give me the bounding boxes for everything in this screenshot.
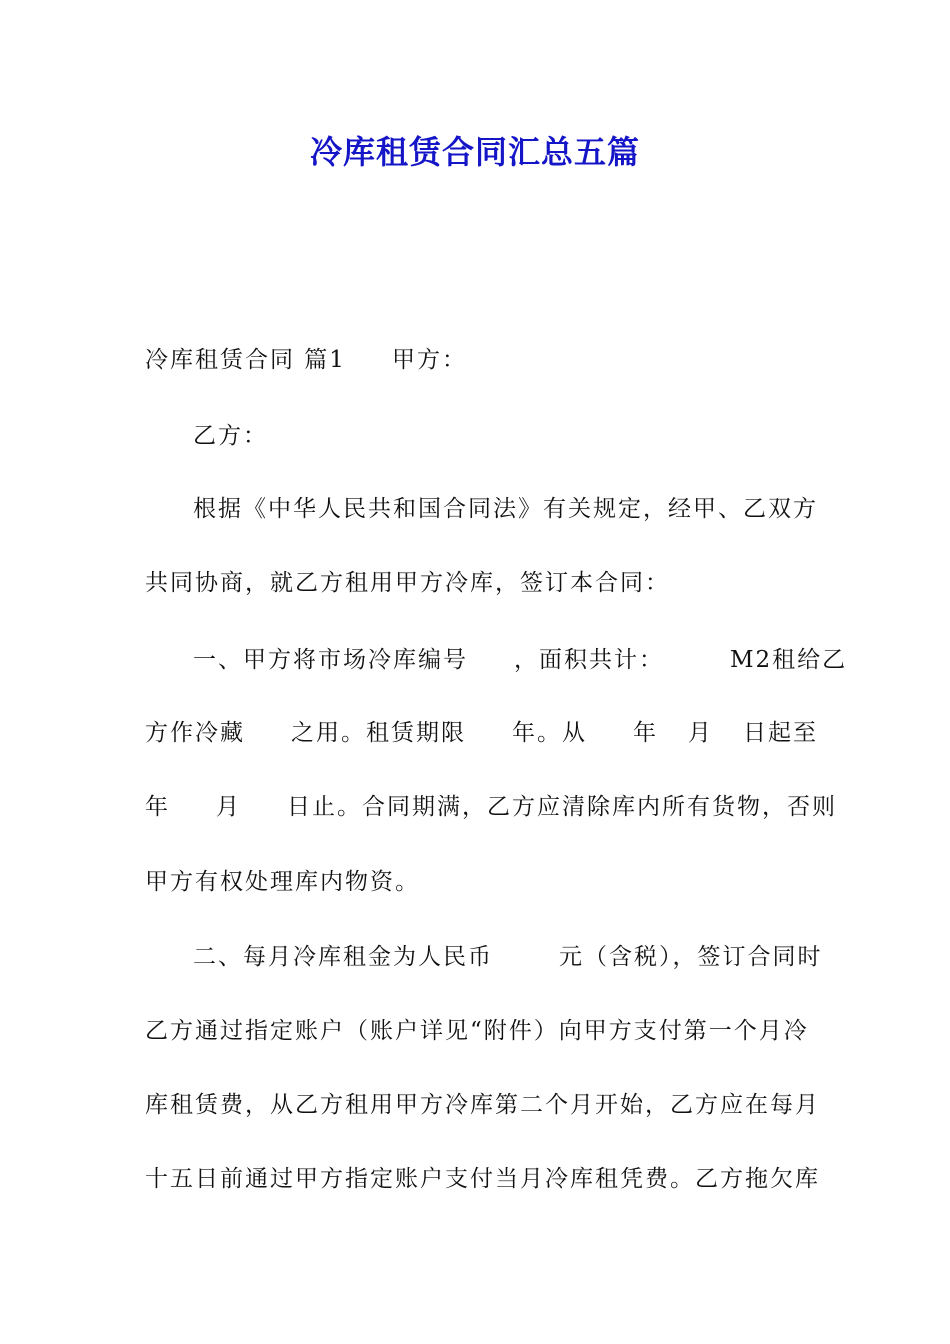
clause-1-text: 月 — [216, 794, 241, 820]
clause-2-line-2: 乙方通过指定账户（账户详见“附件）向甲方支付第一个月冷 — [145, 1018, 809, 1044]
intro-line-1: 根据《中华人民共和国合同法》有关规定，经甲、乙双方 — [193, 496, 818, 522]
section-heading: 冷库租赁合同 篇1 — [145, 347, 346, 373]
intro-line-2: 共同协商，就乙方租用甲方冷库，签订本合同： — [145, 570, 670, 596]
party-b-label: 乙方： — [193, 423, 268, 449]
clause-1-text: 方作冷藏 — [145, 720, 245, 746]
clause-1-text: 日止。合同期满，乙方应清除库内所有货物，否则 — [287, 794, 837, 820]
clause-2-line-3: 库租赁费，从乙方租用甲方冷库第二个月开始，乙方应在每月 — [145, 1092, 820, 1118]
clause-2-text: 二、每月冷库租金为人民币 — [193, 944, 493, 970]
header-line — [145, 340, 815, 380]
clause-2-text: 元（含税），签订合同时 — [559, 944, 823, 970]
clause-1-text: 年。从 — [512, 720, 587, 746]
clause-1-line-4: 甲方有权处理库内物资。 — [145, 869, 420, 895]
clause-1-text: M2租给乙 — [730, 647, 848, 673]
clause-1-text: ，面积共计： — [514, 647, 664, 673]
clause-1-line-1 — [193, 640, 863, 680]
clause-1-text: 月 — [688, 720, 713, 746]
clause-1-text: 年 — [145, 794, 170, 820]
clause-1-text: 日起至 — [743, 720, 818, 746]
document-title: 冷库租赁合同汇总五篇 — [309, 133, 640, 171]
clause-1-line-2 — [145, 713, 818, 753]
clause-1-text: 之用。租赁期限 — [291, 720, 466, 746]
clause-2-line-1 — [193, 937, 863, 977]
clause-1-text: 一、甲方将市场冷库编号 — [193, 647, 468, 673]
party-a-label: 甲方： — [391, 347, 467, 373]
clause-1-line-3 — [145, 787, 837, 827]
clause-1-text: 年 — [633, 720, 658, 746]
clause-2-line-4: 十五日前通过甲方指定账户支付当月冷库租凭费。乙方拖欠库 — [145, 1166, 820, 1192]
